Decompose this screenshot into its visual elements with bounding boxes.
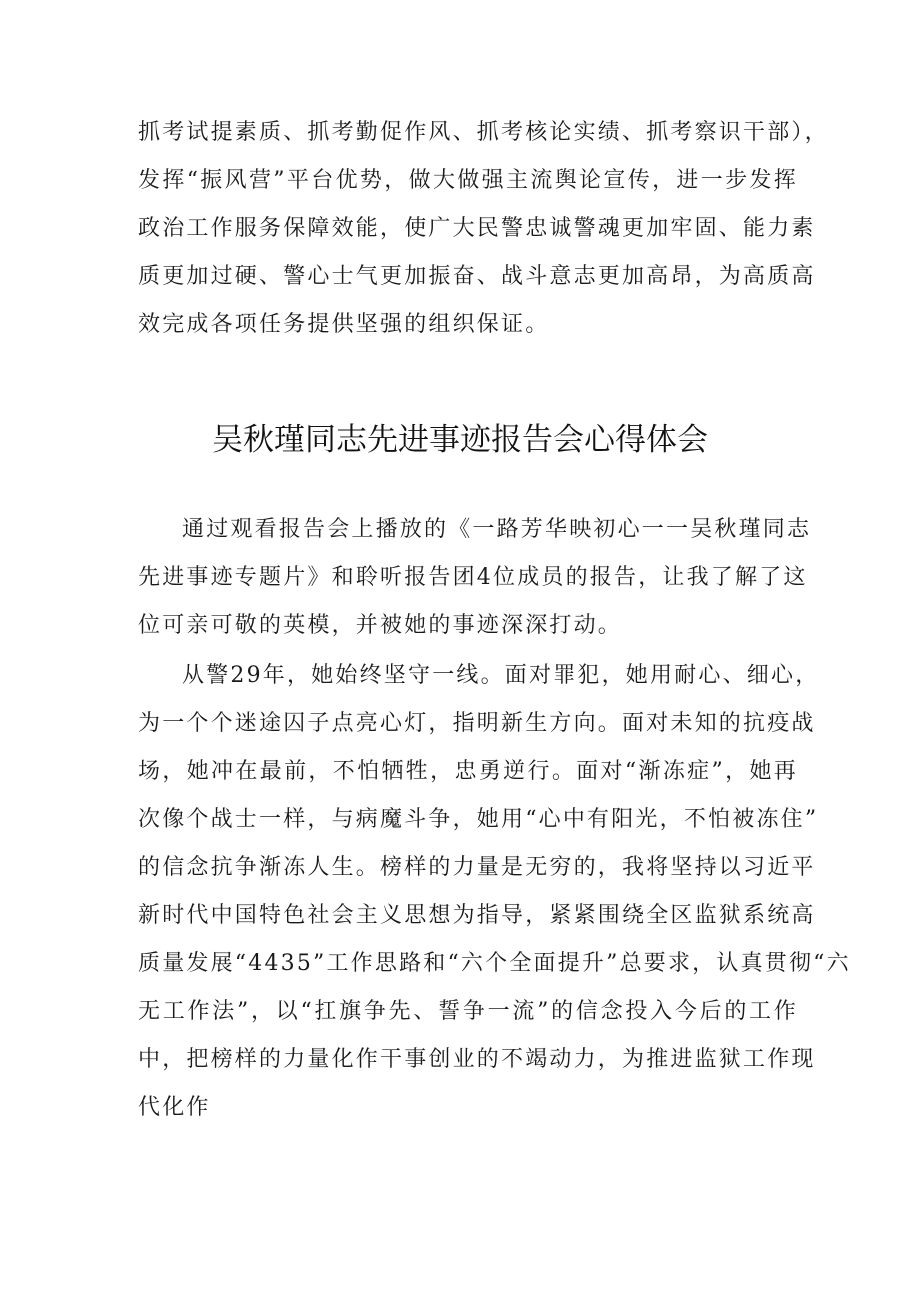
- text-line: 质量发展“4435”工作思路和“六个全面提升”总要求，认真贯彻“六: [138, 951, 851, 976]
- text-line: 先进事迹专题片》和聆听报告团4位成员的报告，让我了解了这: [138, 565, 808, 590]
- text-line: 位可亲可敬的英模，并被她的事迹深深打动。: [138, 613, 623, 638]
- text-line: 中，把榜样的力量化作干事创业的不竭动力，为推进监狱工作现: [138, 1047, 816, 1072]
- text-line: 新时代中国特色社会主义思想为指导，紧紧围绕全区监狱系统高: [138, 903, 816, 928]
- text-line: 代化作: [138, 1095, 211, 1120]
- text-line: 政治工作服务保障效能，使广大民警忠诚警魂更加牢固、能力素: [138, 216, 816, 241]
- text-line: 次像个战士一样，与病魔斗争，她用“心中有阳光，不怕被冻住”: [138, 807, 819, 832]
- text-line: 发挥“振风营”平台优势，做大做强主流舆论宣传，进一步发挥: [138, 168, 798, 193]
- text-line: 为一个个迷途囚子点亮心灯，指明新生方向。面对未知的抗疫战: [138, 711, 816, 736]
- text-line: 的信念抗争渐冻人生。榜样的力量是无穷的，我将坚持以习近平: [138, 855, 816, 880]
- text-line: 抓考试提素质、抓考勤促作风、抓考核论实绩、抓考察识干部），: [138, 120, 829, 145]
- text-line: 质更加过硬、警心士气更加振奋、战斗意志更加高昂，为高质高: [138, 264, 816, 289]
- document-title: 吴秋瑾同志先进事迹报告会心得体会: [212, 422, 708, 458]
- text-line: 效完成各项任务提供坚强的组织保证。: [138, 312, 550, 337]
- text-line: 场，她冲在最前，不怕牺牲，忠勇逆行。面对“渐冻症”，她再: [138, 759, 798, 784]
- text-line: 从警29年，她始终坚守一线。面对罪犯，她用耐心、细心，: [182, 663, 820, 688]
- text-line: 无工作法”，以“扛旗争先、誓争一流”的信念投入今后的工作: [138, 999, 798, 1024]
- text-line: 通过观看报告会上播放的《一路芳华映初心一一吴秋瑾同志: [182, 517, 812, 542]
